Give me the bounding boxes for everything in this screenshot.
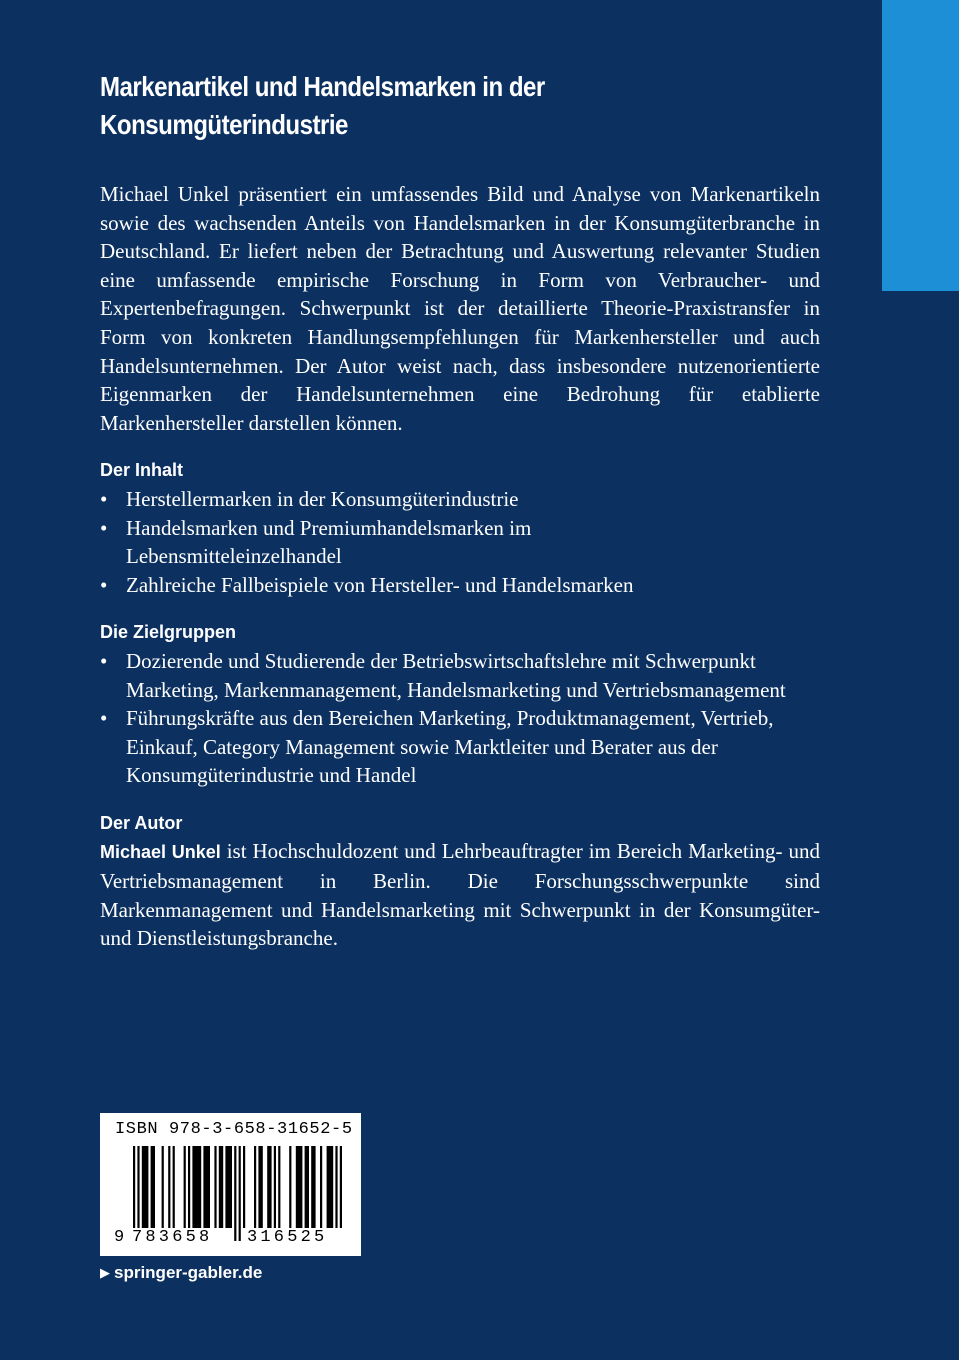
barcode-bar [274, 1146, 276, 1228]
barcode-guard-bar [137, 1146, 139, 1241]
barcode-guard-bar [340, 1146, 342, 1241]
zielgruppen-section [100, 618, 820, 790]
barcode-digits-left: 783658 [132, 1228, 230, 1248]
isbn-barcode [100, 1113, 361, 1256]
accent-bar [882, 0, 959, 291]
barcode-guard-bar [133, 1146, 135, 1241]
barcode-guard-bar [335, 1146, 337, 1241]
author-name: Michael Unkel [100, 842, 221, 863]
barcode-bar [267, 1146, 271, 1228]
inhalt-item-3: • Zahlreiche Fallbeispiele von Hersteller- und Handelsmarken [100, 571, 820, 600]
barcode-bar [258, 1146, 262, 1228]
inhalt-heading: Der Inhalt [100, 460, 184, 481]
autor-text: ist Hochschuldozent und Lehrbeauftragter im Bereich Marketing- und Vertriebsmanagement in Berlin. Die Forschungsschwerpunkte sind Markenmanagement und Handelsmarketing mit Schwerpunkt in der Konsumgüter- und Dienstleistungsbranche. [100, 839, 821, 951]
autor-section [100, 809, 820, 953]
barcode-bar [289, 1146, 291, 1228]
book-title [100, 68, 582, 144]
barcode-bar [142, 1146, 149, 1228]
isbn-label: ISBN 978-3-658-31652-5 [115, 1120, 353, 1139]
inhalt-list [100, 485, 820, 599]
inhalt-item-2: • Handelsmarken und Premiumhandelsmarken im Lebensmitteleinzelhandel [100, 514, 820, 571]
barcode-bar [225, 1146, 232, 1228]
zielgruppen-heading: Die Zielgruppen [100, 622, 237, 643]
barcode-guard-bar [239, 1146, 241, 1241]
barcode-bar [162, 1146, 164, 1228]
barcode-bar [278, 1146, 280, 1228]
book-title-line-1: Markenartikel und Handelsmarken in der [100, 71, 545, 102]
barcode-bar [219, 1146, 223, 1228]
barcode-bar [173, 1146, 175, 1228]
zielgruppen-item-1: • Dozierende und Studierende der Betriebswirtschaftslehre mit Schwerpunkt Marketing, Markenmanagement, Handelsmarketing und Vertriebsmanagement [100, 647, 820, 704]
barcode-bar [203, 1146, 210, 1228]
barcode-bar [214, 1146, 216, 1228]
barcode-bar [184, 1146, 186, 1228]
barcode-bar [327, 1146, 334, 1228]
barcode-bar [320, 1146, 322, 1228]
barcode-digit-first: 9 [114, 1228, 125, 1247]
publisher-url: springer-gabler.de [114, 1263, 263, 1282]
barcode-bar [296, 1146, 303, 1228]
triangle-right-icon: ▶ [100, 1265, 110, 1280]
inhalt-item-1: • Herstellermarken in der Konsumgüterindustrie [100, 485, 820, 514]
barcode-bar [151, 1146, 155, 1228]
barcode-guard-bar [234, 1146, 236, 1241]
barcode-bar [243, 1146, 245, 1228]
back-cover-content [100, 68, 820, 953]
barcode-bar [311, 1146, 315, 1228]
autor-paragraph [100, 837, 820, 952]
publisher-link[interactable] [100, 1262, 262, 1285]
inhalt-section [100, 456, 820, 599]
barcode-digits-right: 316525 [247, 1228, 345, 1248]
barcode-bar [192, 1146, 201, 1228]
barcode-bar [188, 1146, 190, 1228]
autor-heading: Der Autor [100, 812, 183, 833]
book-title-line-2: Konsumgüterindustrie [100, 109, 348, 140]
intro-paragraph: Michael Unkel präsentiert ein umfassendes Bild und Analyse von Markenartikeln sowie des wachsenden Anteils von Handelsmarken in der Konsumgüterbranche in Deutschland. Er liefert neben der Betrachtung und Auswertung relevanter Studien eine umfassende empirische Forschung in Form von Verbraucher- und Expertenbefragungen. Schwerpunkt ist der detaillierte Theorie-Praxistransfer in Form von konkreten Handlungsempfehlungen für Markenhersteller und auch Handelsunternehmen. Der Autor weist nach, dass insbesondere nutzenorientierte Eigenmarken der Handelsunternehmen eine Bedrohung für etablierte Markenhersteller darstellen können. [100, 182, 820, 435]
barcode-bar [305, 1146, 309, 1228]
zielgruppen-list [100, 647, 820, 790]
barcode-bar [254, 1146, 256, 1228]
barcode-bar [168, 1146, 170, 1228]
zielgruppen-item-2: • Führungskräfte aus den Bereichen Marketing, Produktmanagement, Vertrieb, Einkauf, Category Management sowie Marktleiter und Berater aus der Konsumgüterindustrie und Handel [100, 704, 820, 790]
